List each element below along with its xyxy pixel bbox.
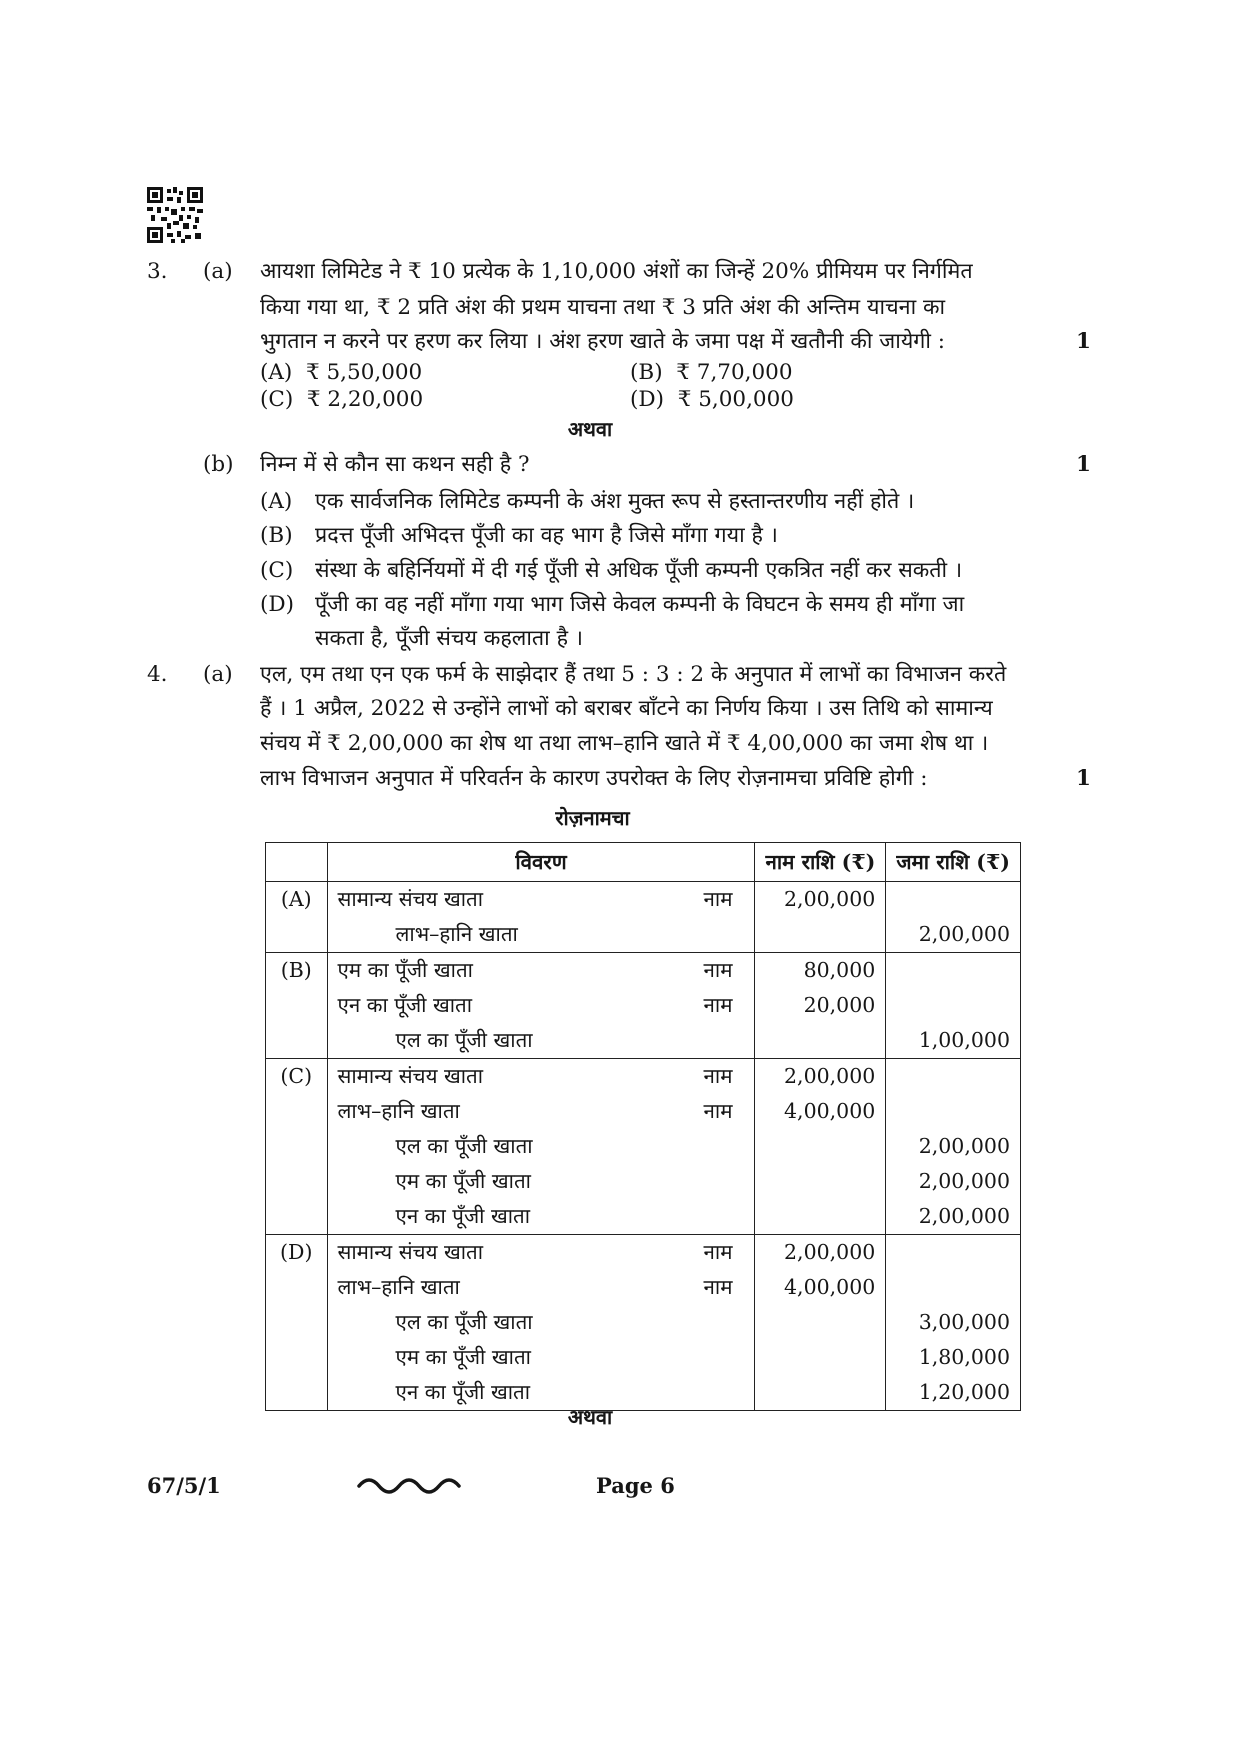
- credit-amount: 3,00,000: [886, 1305, 1021, 1340]
- option-label: (D): [260, 592, 295, 617]
- journal-row: [266, 1270, 1021, 1305]
- option-label: [266, 1129, 328, 1164]
- credit-amount: [886, 988, 1021, 1023]
- debit-amount: [755, 1199, 886, 1235]
- debit-tag: नाम: [703, 958, 733, 982]
- account-name: एल का पूँजी खाता: [395, 1310, 533, 1334]
- header-option-col: [266, 843, 328, 882]
- journal-row: [266, 988, 1021, 1023]
- account-name: लाभ–हानि खाता: [337, 1099, 460, 1123]
- question-number-3: 3.: [147, 259, 168, 284]
- debit-amount: 2,00,000: [755, 1059, 886, 1095]
- debit-amount: [755, 917, 886, 953]
- qr-code-icon: [147, 187, 203, 243]
- particulars-cell: [327, 988, 755, 1023]
- option-label: (D): [266, 1235, 328, 1271]
- account-name: सामान्य संचय खाता: [337, 1064, 484, 1088]
- particulars-cell: [327, 1094, 755, 1129]
- particulars-cell: [327, 917, 755, 953]
- credit-amount: [886, 1094, 1021, 1129]
- question-3b-text: निम्न में से कौन सा कथन सही है ?: [260, 452, 530, 477]
- credit-amount: 2,00,000: [886, 917, 1021, 953]
- option-text: ₹ 5,50,000: [305, 360, 423, 385]
- account-name: एल का पूँजी खाता: [395, 1028, 533, 1052]
- credit-amount: 1,00,000: [886, 1023, 1021, 1059]
- option-3a-C: [260, 385, 423, 415]
- particulars-cell: [327, 1199, 755, 1235]
- debit-amount: [755, 1164, 886, 1199]
- debit-amount: [755, 1023, 886, 1059]
- option-label: [266, 917, 328, 953]
- option-text: ₹ 7,70,000: [676, 360, 793, 385]
- account-name: लाभ–हानि खाता: [395, 922, 518, 946]
- option-text: ₹ 5,00,000: [677, 387, 794, 412]
- credit-amount: [886, 1059, 1021, 1095]
- credit-amount: 2,00,000: [886, 1129, 1021, 1164]
- option-label: (A): [260, 489, 293, 514]
- particulars-cell: [327, 1235, 755, 1271]
- option-label: (D): [630, 387, 665, 412]
- journal-row: [266, 1340, 1021, 1375]
- option-label: [266, 1094, 328, 1129]
- option-label: (B): [266, 953, 328, 989]
- debit-tag: नाम: [703, 1064, 733, 1088]
- option-label: (C): [260, 387, 294, 412]
- credit-amount: 1,80,000: [886, 1340, 1021, 1375]
- journal-row: [266, 1375, 1021, 1411]
- credit-amount: [886, 1235, 1021, 1271]
- option-label: [266, 988, 328, 1023]
- credit-amount: [886, 953, 1021, 989]
- option-label: (B): [260, 523, 293, 548]
- debit-amount: 4,00,000: [755, 1094, 886, 1129]
- journal-header-row: [266, 843, 1021, 882]
- question-3a-text-line: भुगतान न करने पर हरण कर लिया । अंश हरण खाते के जमा पक्ष में खतौनी की जायेगी :: [260, 329, 946, 354]
- particulars-cell: [327, 1129, 755, 1164]
- debit-tag: नाम: [703, 1275, 733, 1299]
- account-name: एन का पूँजी खाता: [395, 1204, 531, 1228]
- option-label: [266, 1164, 328, 1199]
- debit-amount: 2,00,000: [755, 882, 886, 918]
- option-label: (A): [266, 882, 328, 918]
- option-label: [266, 1340, 328, 1375]
- credit-amount: 1,20,000: [886, 1375, 1021, 1411]
- particulars-cell: [327, 953, 755, 989]
- question-3b-marks: 1: [1076, 452, 1091, 477]
- journal-row: [266, 1059, 1021, 1095]
- journal-row: [266, 1094, 1021, 1129]
- account-name: एम का पूँजी खाता: [395, 1345, 531, 1369]
- credit-amount: [886, 1270, 1021, 1305]
- journal-row: [266, 882, 1021, 918]
- particulars-cell: [327, 1023, 755, 1059]
- option-text: संस्था के बहिर्नियमों में दी गई पूँजी से अधिक पूँजी कम्पनी एकत्रित नहीं कर सकती ।: [315, 558, 963, 583]
- wave-divider-icon: [355, 1472, 465, 1498]
- question-4a-marks: 1: [1076, 766, 1091, 791]
- journal-row: [266, 1164, 1021, 1199]
- question-4a-text-line: एल, एम तथा एन एक फर्म के साझेदार हैं तथा 5 : 3 : 2 के अनुपात में लाभों का विभाजन करते: [260, 662, 1007, 687]
- debit-tag: नाम: [703, 1240, 733, 1264]
- debit-amount: [755, 1375, 886, 1411]
- particulars-cell: [327, 1059, 755, 1095]
- option-label: [266, 1270, 328, 1305]
- credit-amount: [886, 882, 1021, 918]
- journal-row: [266, 1129, 1021, 1164]
- debit-amount: 4,00,000: [755, 1270, 886, 1305]
- particulars-cell: [327, 1270, 755, 1305]
- question-3a-label: (a): [203, 259, 233, 284]
- account-name: एम का पूँजी खाता: [395, 1169, 531, 1193]
- particulars-cell: [327, 1340, 755, 1375]
- option-label: [266, 1023, 328, 1059]
- credit-amount: 2,00,000: [886, 1164, 1021, 1199]
- debit-amount: 20,000: [755, 988, 886, 1023]
- particulars-cell: [327, 1305, 755, 1340]
- account-name: सामान्य संचय खाता: [337, 887, 484, 911]
- option-label: (A): [260, 360, 293, 385]
- option-text: एक सार्वजनिक लिमिटेड कम्पनी के अंश मुक्त रूप से हस्तान्तरणीय नहीं होते ।: [315, 489, 915, 514]
- or-divider: अथवा: [567, 417, 613, 441]
- option-3a-A: [260, 358, 422, 388]
- journal-row: [266, 917, 1021, 953]
- page-number: Page 6: [596, 1473, 675, 1498]
- account-name: लाभ–हानि खाता: [337, 1275, 460, 1299]
- journal-title: रोज़नामचा: [555, 806, 630, 830]
- question-3a-text-line: आयशा लिमिटेड ने ₹ 10 प्रत्येक के 1,10,000 अंशों का जिन्हें 20% प्रीमियम पर निर्गमित: [260, 259, 973, 284]
- debit-amount: [755, 1305, 886, 1340]
- option-text: प्रदत्त पूँजी अभिदत्त पूँजी का वह भाग है जिसे माँगा गया है ।: [315, 523, 778, 548]
- debit-amount: 80,000: [755, 953, 886, 989]
- header-particulars: विवरण: [327, 843, 755, 882]
- debit-tag: नाम: [703, 887, 733, 911]
- account-name: एन का पूँजी खाता: [395, 1380, 531, 1404]
- question-3a-marks: 1: [1076, 329, 1091, 354]
- journal-row: [266, 1235, 1021, 1271]
- option-label: (C): [260, 558, 294, 583]
- particulars-cell: [327, 882, 755, 918]
- journal-table: [265, 842, 1021, 1411]
- option-label: [266, 1199, 328, 1235]
- option-label: (B): [630, 360, 663, 385]
- credit-amount: 2,00,000: [886, 1199, 1021, 1235]
- debit-tag: नाम: [703, 1099, 733, 1123]
- journal-row: [266, 1305, 1021, 1340]
- question-3b-label: (b): [203, 452, 234, 477]
- option-label: (C): [266, 1059, 328, 1095]
- question-4a-text-line: संचय में ₹ 2,00,000 का शेष था तथा लाभ–हानि खाते में ₹ 4,00,000 का जमा शेष था ।: [260, 731, 989, 756]
- debit-amount: [755, 1340, 886, 1375]
- option-label: [266, 1305, 328, 1340]
- option-label: [266, 1375, 328, 1411]
- question-4a-text-line: हैं । 1 अप्रैल, 2022 से उन्होंने लाभों को बराबर बाँटने का निर्णय किया । उस तिथि को सामान्य: [260, 696, 993, 721]
- option-text: ₹ 2,20,000: [306, 387, 424, 412]
- option-3a-D: [630, 385, 794, 415]
- header-debit-amount: नाम राशि (₹): [755, 843, 886, 882]
- header-credit-amount: जमा राशि (₹): [886, 843, 1021, 882]
- option-text: पूँजी का वह नहीं माँगा गया भाग जिसे केवल कम्पनी के विघटन के समय ही माँगा जा: [315, 592, 965, 617]
- account-name: एम का पूँजी खाता: [337, 958, 473, 982]
- paper-code: 67/5/1: [147, 1473, 221, 1498]
- particulars-cell: [327, 1164, 755, 1199]
- question-4a-label: (a): [203, 662, 233, 687]
- debit-amount: [755, 1129, 886, 1164]
- or-divider: अथवा: [567, 1405, 613, 1429]
- journal-row: [266, 1023, 1021, 1059]
- option-text: सकता है, पूँजी संचय कहलाता है ।: [315, 626, 583, 651]
- question-4a-text-line: लाभ विभाजन अनुपात में परिवर्तन के कारण उपरोक्त के लिए रोज़नामचा प्रविष्टि होगी :: [260, 766, 928, 791]
- option-3a-B: [630, 358, 793, 388]
- debit-amount: 2,00,000: [755, 1235, 886, 1271]
- account-name: सामान्य संचय खाता: [337, 1240, 484, 1264]
- debit-tag: नाम: [703, 993, 733, 1017]
- journal-row: [266, 953, 1021, 989]
- question-3a-text-line: किया गया था, ₹ 2 प्रति अंश की प्रथम याचना तथा ₹ 3 प्रति अंश की अन्तिम याचना का: [260, 295, 946, 320]
- journal-row: [266, 1199, 1021, 1235]
- question-number-4: 4.: [147, 662, 168, 687]
- account-name: एन का पूँजी खाता: [337, 993, 473, 1017]
- account-name: एल का पूँजी खाता: [395, 1134, 533, 1158]
